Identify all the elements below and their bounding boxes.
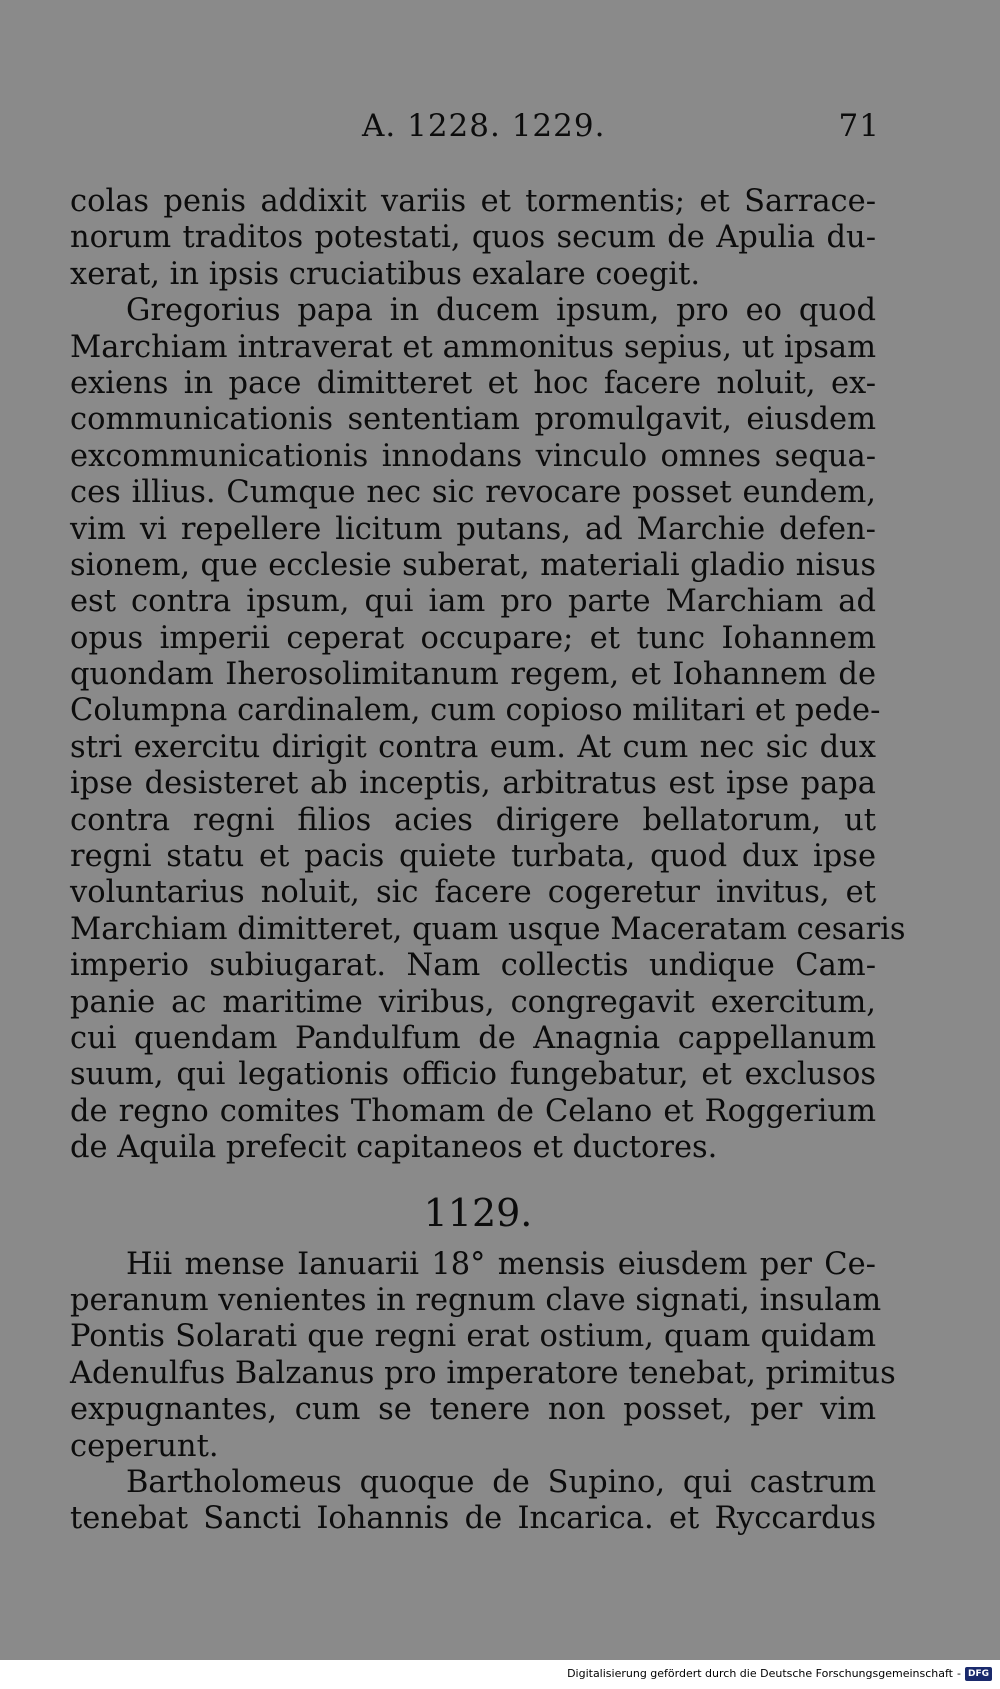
text-line: ceperunt. bbox=[70, 1428, 219, 1464]
paragraph-2 bbox=[70, 293, 906, 1166]
text-line: Marchiam dimitteret, quam usque Maceratam cesaris bbox=[70, 911, 906, 947]
paragraph-3 bbox=[70, 1246, 896, 1465]
text-line: colas penis addixit variis et tormentis; et Sarrace- bbox=[70, 184, 876, 219]
text-line: Gregorius papa in ducem ipsum, pro eo quod bbox=[126, 293, 876, 329]
body-text bbox=[70, 184, 906, 1538]
text-line: excommunicationis innodans vinculo omnes sequa- bbox=[70, 438, 876, 474]
page-number: 71 bbox=[838, 108, 880, 144]
paragraph-1 bbox=[70, 184, 876, 293]
text-line: xerat, in ipsis cruciatibus exalare coegit. bbox=[70, 256, 701, 292]
text-line: contra regni filios acies dirigere bellatorum, ut bbox=[70, 802, 876, 838]
text-line: expugnantes, cum se tenere non posset, per vim bbox=[70, 1392, 876, 1428]
text-line: de Aquila prefecit capitaneos et ductores. bbox=[70, 1130, 718, 1166]
text-line: de regno comites Thomam de Celano et Roggerium bbox=[70, 1093, 876, 1129]
text-line: ces illius. Cumque nec sic revocare posset eundem, bbox=[70, 475, 876, 511]
text-line: communicationis sententiam promulgavit, eiusdem bbox=[70, 402, 876, 438]
text-line: exiens in pace dimitteret et hoc facere noluit, ex- bbox=[70, 365, 876, 401]
text-line: cui quendam Pandulfum de Anagnia cappellanum bbox=[70, 1020, 876, 1056]
text-line: Pontis Solarati que regni erat ostium, quam quidam bbox=[70, 1319, 876, 1355]
text-line: Marchiam intraverat et ammonitus sepius, ut ipsam bbox=[70, 329, 876, 365]
text-line: Adenulfus Balzanus pro imperatore tenebat, primitus bbox=[70, 1355, 896, 1391]
text-line: opus imperii ceperat occupare; et tunc Iohannem bbox=[70, 620, 876, 656]
text-line: voluntarius noluit, sic facere cogeretur invitus, et bbox=[70, 875, 876, 911]
text-line: tenebat Sancti Iohannis de Incarica. et Ryccardus bbox=[70, 1501, 876, 1537]
text-line: regni statu et pacis quiete turbata, quod dux ipse bbox=[70, 839, 876, 875]
text-line: peranum venientes in regnum clave signati, insulam bbox=[70, 1282, 882, 1318]
text-line: Columpna cardinalem, cum copioso militari et pede- bbox=[70, 693, 881, 729]
paragraph-4 bbox=[70, 1465, 876, 1538]
text-line: Bartholomeus quoque de Supino, qui castrum bbox=[126, 1464, 876, 1500]
text-line: sionem, que ecclesie suberat, materiali gladio nisus bbox=[70, 547, 876, 583]
text-line: est contra ipsum, qui iam pro parte Marchiam ad bbox=[70, 584, 876, 620]
text-line: suum, qui legationis officio fungebatur, et exclusos bbox=[70, 1057, 876, 1093]
text-line: imperio subiugarat. Nam collectis undique Cam- bbox=[70, 948, 876, 984]
text-line: ipse desisteret ab inceptis, arbitratus est ipse papa bbox=[70, 766, 876, 802]
text-line: quondam Iherosolimitanum regem, et Iohannem de bbox=[70, 657, 876, 693]
credit-text: Digitalisierung gefördert durch die Deutsche Forschungsgemeinschaft bbox=[567, 1667, 953, 1680]
text-line: norum traditos potestati, quos secum de Apulia du- bbox=[70, 220, 876, 256]
header-years: A. 1228. 1229. bbox=[362, 108, 606, 144]
running-head bbox=[70, 108, 880, 148]
text-line: stri exercitu dirigit contra eum. At cum nec sic dux bbox=[70, 729, 876, 765]
year-heading: 1129. bbox=[423, 1190, 533, 1235]
dfg-logo-icon: DFG bbox=[965, 1667, 992, 1681]
text-line: panie ac maritime viribus, congregavit exercitum, bbox=[70, 984, 876, 1020]
text-line: Hii mense Ianuarii 18° mensis eiusdem per Ce- bbox=[126, 1246, 876, 1282]
digitization-credit: Digitalisierung gefördert durch die Deutsche Forschungsgemeinschaft - DFG bbox=[567, 1665, 992, 1683]
text-line: vim vi repellere licitum putans, ad Marchie defen- bbox=[70, 511, 876, 547]
